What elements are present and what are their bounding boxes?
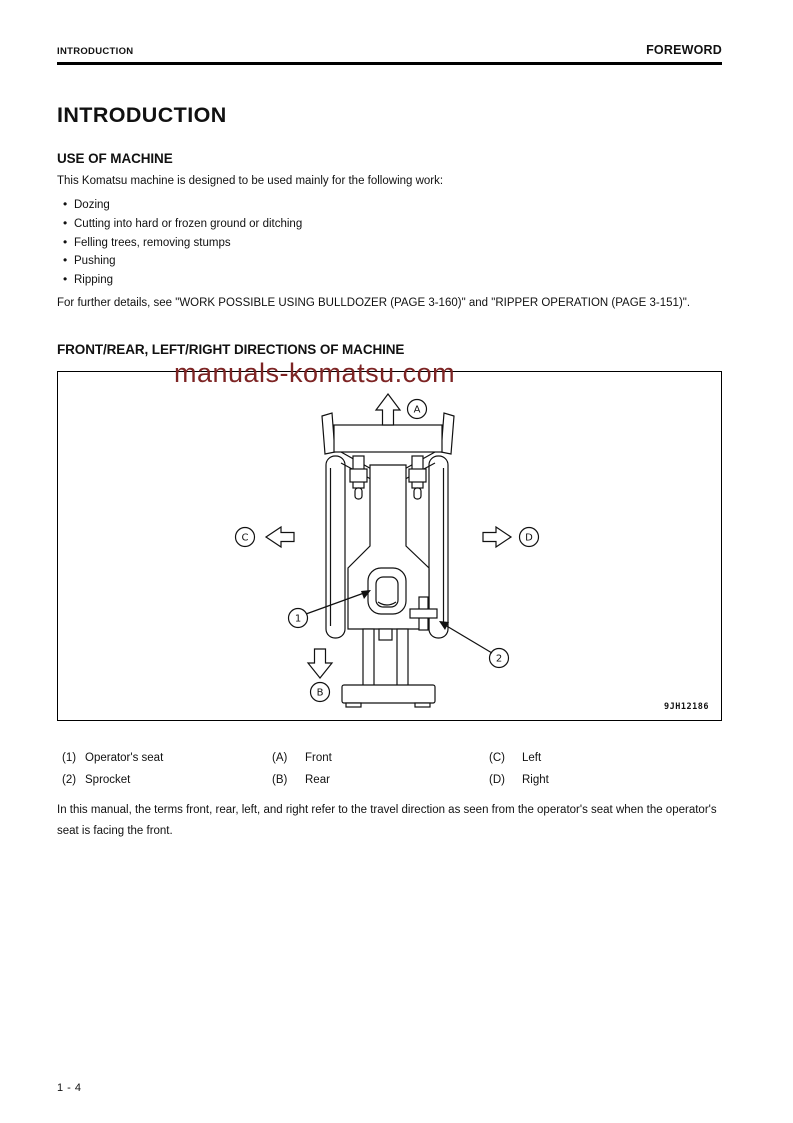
label-left [236,528,255,547]
rear-arrow-icon [308,649,332,678]
svg-text:D: D [525,532,533,544]
header-section-label: FOREWORD [646,43,722,57]
header-rule [57,62,722,65]
legend-row [57,747,722,769]
front-arrow-icon [376,394,400,425]
legend-label: Rear [305,774,330,787]
ripper [342,629,435,707]
left-arrow-icon [266,527,294,547]
list-item: • Ripping [57,271,722,290]
legend-label: Right [522,774,549,787]
blade-right-endbit [441,413,454,454]
header-chapter-label: INTRODUCTION [57,46,134,57]
svg-text:B: B [316,687,324,699]
right-lift-cylinder [409,456,426,499]
legend-row [57,769,722,791]
watermark-text: manuals-komatsu.com [174,358,456,389]
page-title: INTRODUCTION [57,103,227,127]
svg-text:2: 2 [495,653,503,665]
blade-left-endbit [322,413,335,454]
work-type-list [57,196,722,290]
svg-text:1: 1 [294,613,302,625]
legend-label: Sprocket [85,774,131,787]
list-item: • Cutting into hard or frozen ground or ditching [57,215,722,234]
legend-marker: (1) [62,752,77,765]
legend-label: Left [522,752,542,765]
list-item: • Felling trees, removing stumps [57,234,722,253]
legend-marker: (C) [489,752,505,765]
directions-heading: FRONT/REAR, LEFT/RIGHT DIRECTIONS OF MACHINE [57,342,405,358]
svg-text:C: C [241,532,249,544]
legend-marker: (2) [62,774,77,787]
figure-code: 9JH12186 [664,702,709,713]
page-number: 1 - 4 [57,1082,82,1094]
use-of-machine-heading: USE OF MACHINE [57,151,173,166]
label-rear [311,683,330,702]
label-right [520,528,539,547]
legend-marker: (A) [272,752,288,765]
directions-figure [57,358,722,721]
legend-marker: (D) [489,774,505,787]
legend-label: Front [305,752,332,765]
use-of-machine-lead: This Komatsu machine is designed to be used mainly for the following work: [57,175,444,187]
directions-note: In this manual, the terms front, rear, left, and right refer to the travel direction as seen from the operator's seat when the operator's seat is facing the front. [57,804,717,838]
further-details-paragraph: For further details, see "WORK POSSIBLE USING BULLDOZER (PAGE 3-160)" and "RIPPER OPERATION (PAGE 3-151)". [57,296,691,309]
svg-text:A: A [413,404,421,416]
left-lift-cylinder [350,456,367,499]
legend-label: Operator's seat [85,752,164,765]
callout-2 [439,621,509,668]
operators-seat [368,568,406,614]
legend-marker: (B) [272,774,288,787]
list-item: • Dozing [57,196,722,215]
page-header [57,0,722,57]
right-arrow-icon [483,527,511,547]
figure-legend [57,747,722,791]
blade [334,425,442,452]
label-front [408,400,427,419]
left-track [326,456,345,638]
bulldozer-top-view-drawing [58,372,720,719]
list-item: • Pushing [57,252,722,271]
